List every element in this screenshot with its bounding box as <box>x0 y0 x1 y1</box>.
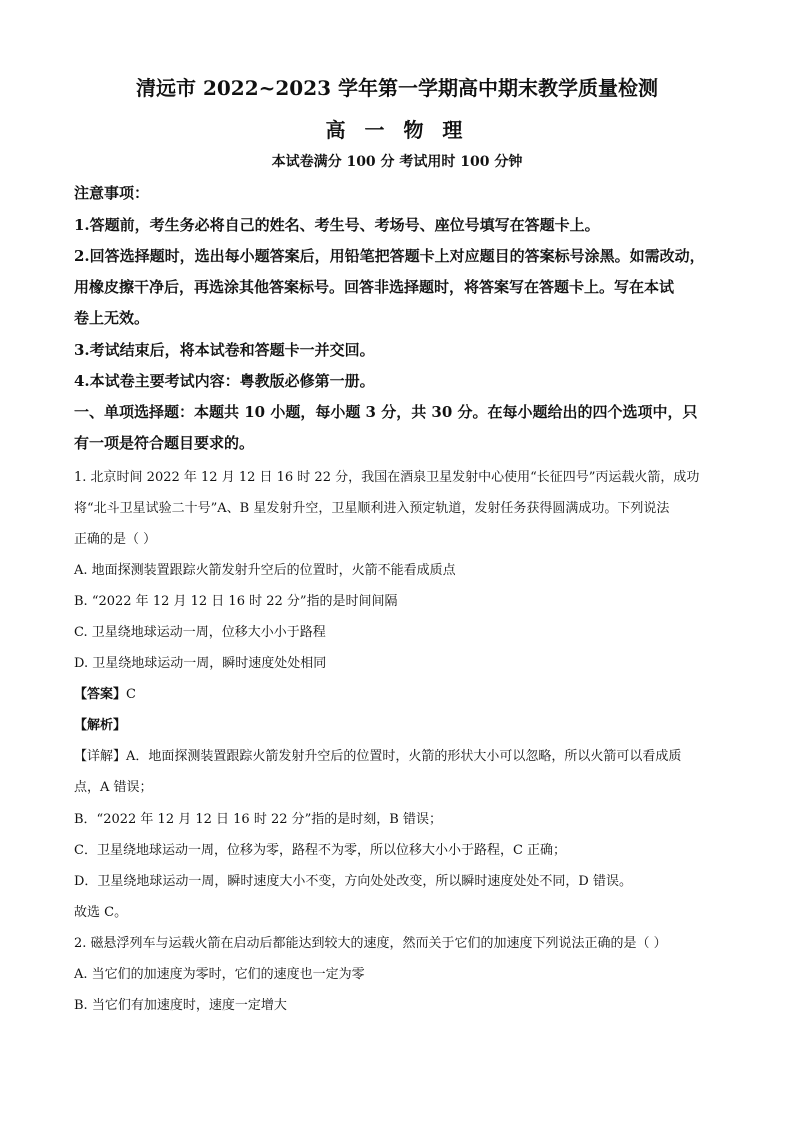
notice-item: 卷上无效。 <box>74 309 150 327</box>
notice-item: 2.回答选择题时，选出每小题答案后，用铅笔把答题卡上对应题目的答案标号涂黑。如需改动， <box>74 247 705 265</box>
detail-line: B．“2022 年 12 月 12 日 16 时 22 分”指的是时刻，B 错误； <box>74 812 442 827</box>
answer-line <box>74 683 136 702</box>
question-1-stem: 正确的是（ ） <box>74 532 157 547</box>
notice-heading: 注意事项： <box>74 184 150 202</box>
subject-title: 高 一 物 理 <box>325 118 469 142</box>
analysis-tag: 【解析】 <box>74 718 127 733</box>
detail-line: 【详解】A．地面探测装置跟踪火箭发射升空后的位置时，火箭的形状大小可以忽略，所以火箭可以看成质 <box>74 749 682 764</box>
question-2-stem: 2. 磁悬浮列车与运载火箭在启动后都能达到较大的速度，然而关于它们的加速度下列说法正确的是（ ） <box>74 936 667 951</box>
answer-tag: 【答案】 <box>74 687 127 702</box>
question-1-option-c: C. 卫星绕地球运动一周，位移大小小于路程 <box>74 625 326 640</box>
section-heading-cont: 有一项是符合题目要求的。 <box>74 434 255 452</box>
notice-item: 4.本试卷主要考试内容：粤教版必修第一册。 <box>74 372 375 390</box>
notice-item: 用橡皮擦干净后，再选涂其他答案标号。回答非选择题时，将答案写在答题卡上。写在本试 <box>74 278 675 296</box>
question-2-option-b: B. 当它们有加速度时，速度一定增大 <box>74 998 287 1013</box>
exam-title: 清远市 2022~2023 学年第一学期高中期末教学质量检测 <box>135 76 658 100</box>
question-1-option-d: D. 卫星绕地球运动一周，瞬时速度处处相同 <box>74 656 327 671</box>
notice-item: 1.答题前，考生务必将自己的姓名、考生号、考场号、座位号填写在答题卡上。 <box>74 216 600 234</box>
detail-line: 点，A 错误； <box>74 780 153 795</box>
detail-line: C．卫星绕地球运动一周，位移为零，路程不为零，所以位移大小小于路程，C 正确； <box>74 843 567 858</box>
detail-line: D．卫星绕地球运动一周，瞬时速度大小不变，方向处处改变，所以瞬时速度处处不同，D 错误。 <box>74 874 632 889</box>
question-2-option-a: A. 当它们的加速度为零时，它们的速度也一定为零 <box>74 967 365 982</box>
exam-meta: 本试卷满分 100 分 考试用时 100 分钟 <box>271 154 523 170</box>
answer-value: C <box>126 687 136 702</box>
question-1-stem: 将“北斗卫星试验二十号”A、B 星发射升空，卫星顺利进入预定轨道，发射任务获得圆满成功。下列说法 <box>74 501 670 516</box>
question-1-option-a: A. 地面探测装置跟踪火箭发射升空后的位置时，火箭不能看成质点 <box>74 563 456 578</box>
question-1-stem: 1. 北京时间 2022 年 12 月 12 日 16 时 22 分，我国在酒泉卫星发射中心使用“长征四号”丙运载火箭，成功 <box>74 470 700 485</box>
section-heading: 一、单项选择题：本题共 10 小题，每小题 3 分，共 30 分。在每小题给出的四个选项中，只 <box>74 403 698 421</box>
question-1-option-b: B. “2022 年 12 月 12 日 16 时 22 分”指的是时间间隔 <box>74 594 398 609</box>
detail-conclusion: 故选 C。 <box>74 905 128 920</box>
notice-item: 3.考试结束后，将本试卷和答题卡一并交回。 <box>74 341 375 359</box>
